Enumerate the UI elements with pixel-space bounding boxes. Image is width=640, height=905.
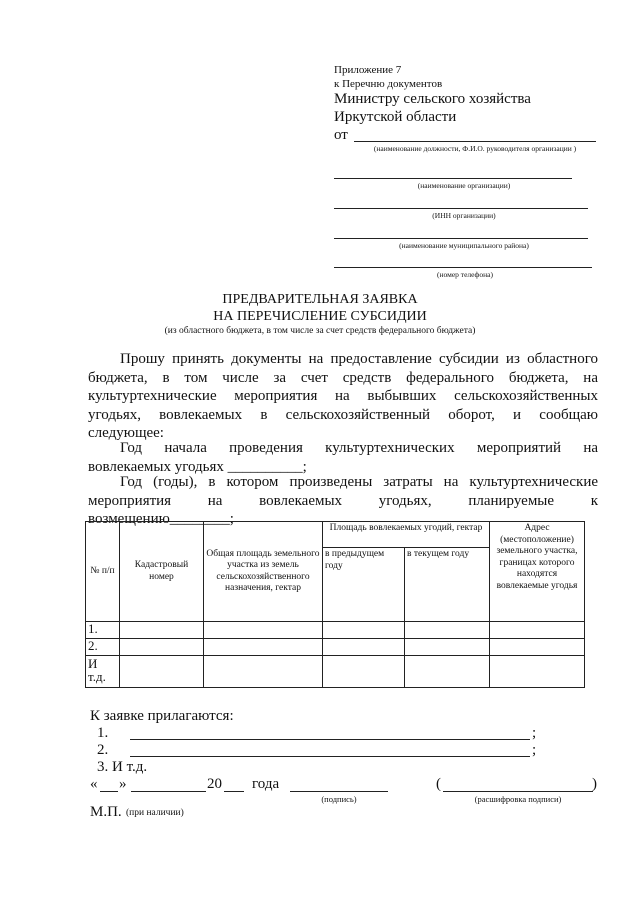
- from-field-line: [354, 141, 596, 142]
- paragraph-line: угодьях, вовлекаемых в сельскохозяйственный оборот, и сообщаю: [88, 406, 598, 423]
- row-number: И т.д.: [86, 656, 120, 688]
- paren-open: (: [436, 776, 441, 792]
- header-number: № п/п: [86, 522, 120, 622]
- total-area-cell[interactable]: [204, 622, 323, 639]
- attachment-semicolon: ;: [532, 742, 537, 758]
- current-year-cell[interactable]: [405, 622, 490, 639]
- attachment-item-etc: 3. И т.д.: [97, 759, 148, 775]
- month-field-line[interactable]: [131, 791, 206, 792]
- paragraph-line: Год (годы), в котором произведены затраты на культуртехнические: [120, 474, 598, 490]
- caption-signature-decode: (расшифровка подписи): [474, 794, 562, 804]
- date-quote-open: «: [90, 776, 98, 792]
- paragraph-request: [88, 350, 598, 443]
- year-word: года: [252, 776, 280, 792]
- attachment-item-number: 1.: [97, 725, 109, 741]
- day-field-line[interactable]: [100, 791, 118, 792]
- paragraph-line: мероприятия на вовлекаемых угодьях, планируемые к: [88, 492, 598, 509]
- previous-year-cell[interactable]: [323, 622, 405, 639]
- address-cell[interactable]: [490, 622, 585, 639]
- paragraph-line: бюджета, в том числе за счет средств федерального бюджета, на: [88, 369, 598, 386]
- address-cell[interactable]: [490, 639, 585, 656]
- document-title: ПРЕДВАРИТЕЛЬНАЯ ЗАЯВКА: [222, 292, 418, 307]
- appendix-number: Приложение 7: [334, 64, 402, 76]
- paragraph-line: Прошу принять документы на предоставление субсидии из областного: [120, 351, 598, 367]
- row-number: 2.: [86, 639, 120, 656]
- current-year-cell[interactable]: [405, 639, 490, 656]
- seal-note: (при наличии): [126, 808, 184, 818]
- signature-field-line[interactable]: [290, 791, 388, 792]
- cadastral-cell[interactable]: [120, 639, 204, 656]
- document-title-line2: НА ПЕРЕЧИСЛЕНИЕ СУБСИДИИ: [213, 309, 427, 324]
- district-field-line: [334, 238, 588, 239]
- from-label: от: [334, 127, 348, 143]
- decode-field-line[interactable]: [443, 791, 593, 792]
- appendix-reference: к Перечню документов: [334, 78, 443, 90]
- table-row: [86, 622, 585, 639]
- paragraph-start-year: [88, 439, 598, 476]
- attachments-heading: К заявке прилагаются:: [90, 708, 234, 724]
- row-number: 1.: [86, 622, 120, 639]
- header-area-group: Площадь вовлекаемых угодий, гектар: [323, 522, 490, 548]
- phone-field-line: [334, 267, 592, 268]
- paren-close: ): [592, 776, 597, 792]
- paragraph-line: вовлекаемых угодьях __________;: [88, 458, 307, 475]
- attachment-semicolon: ;: [532, 725, 537, 741]
- cadastral-cell[interactable]: [120, 622, 204, 639]
- current-year-cell[interactable]: [405, 656, 490, 688]
- header-current-year: в текущем году: [405, 548, 490, 622]
- address-cell[interactable]: [490, 656, 585, 688]
- cadastral-cell[interactable]: [120, 656, 204, 688]
- paragraph-line: возмещению________;: [88, 511, 234, 527]
- inn-field-line: [334, 208, 588, 209]
- header-total-area: Общая площадь земельного участка из земель сельскохозяйственного назначения, гектар: [204, 522, 323, 622]
- caption-inn: (ИНН организации): [432, 211, 496, 220]
- year-prefix: 20: [207, 776, 222, 792]
- caption-signature: (подпись): [321, 794, 357, 804]
- attachment-line[interactable]: [130, 756, 530, 757]
- previous-year-cell[interactable]: [323, 639, 405, 656]
- total-area-cell[interactable]: [204, 639, 323, 656]
- header-cadastral: Кадастровый номер: [120, 522, 204, 622]
- document-subtitle: (из областного бюджета, в том числе за счет средств федерального бюджета): [164, 326, 476, 336]
- seal-label: М.П.: [90, 804, 122, 820]
- header-previous-year: в предыдущем году: [323, 548, 405, 622]
- previous-year-cell[interactable]: [323, 656, 405, 688]
- org-field-line: [334, 178, 572, 179]
- total-area-cell[interactable]: [204, 656, 323, 688]
- paragraph-line: следующее:: [88, 425, 164, 441]
- caption-organization: (наименование организации): [417, 181, 511, 190]
- table-row: [86, 639, 585, 656]
- attachment-line[interactable]: [130, 739, 530, 740]
- attachment-item-number: 2.: [97, 742, 109, 758]
- addressee-minister: Министру сельского хозяйства: [334, 91, 531, 107]
- table-row: [86, 656, 585, 688]
- year-field-line[interactable]: [224, 791, 244, 792]
- caption-district: (наименование муниципального района): [399, 241, 529, 250]
- caption-phone: (номер телефона): [436, 270, 494, 279]
- date-quote-close: »: [119, 776, 127, 792]
- addressee-region: Иркутской области: [334, 109, 457, 125]
- land-plots-table: [85, 521, 585, 688]
- header-address: Адрес (местоположение) земельного участка, границах которого находятся вовлекаемые угодья: [490, 522, 585, 622]
- caption-position: (наименование должности, Ф.И.О. руководителя организации ): [373, 144, 577, 153]
- paragraph-line: культуртехнические мероприятия на выбывших сельскохозяйственных: [88, 388, 598, 404]
- paragraph-line: Год начала проведения культуртехнических мероприятий на: [120, 440, 598, 456]
